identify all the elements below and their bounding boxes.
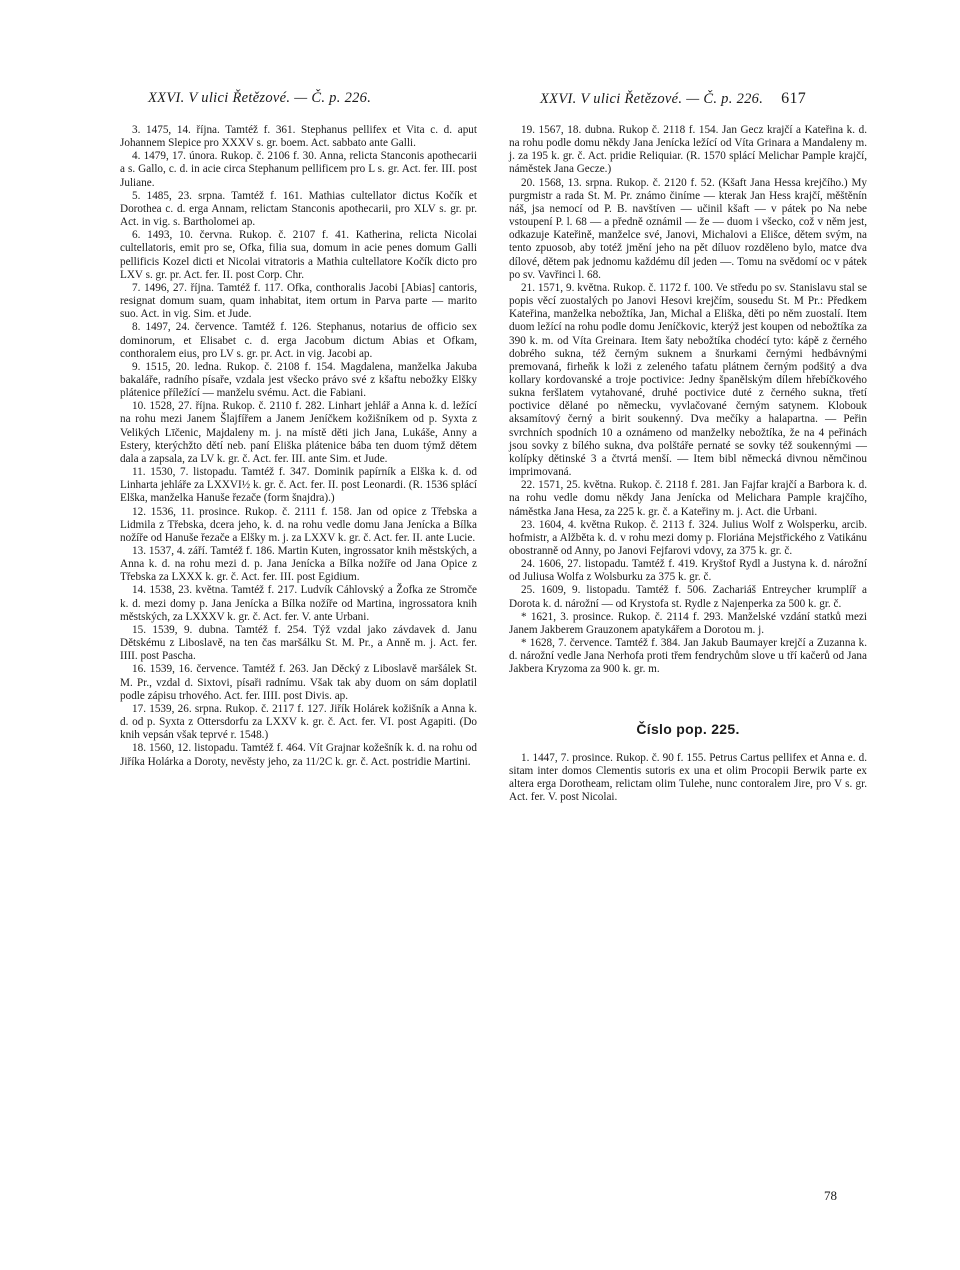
document-entry: * 1628, 7. července. Tamtéž f. 384. Jan Jakub Baumayer krejčí a Zuzanna k. d. nárožní vedle Jana Nerhofa proti třem fendrychům slove u tří kačerů od Jana Jakbera Kryzoma za 900 k. gr. m. xyxy=(509,637,867,676)
document-entry: 23. 1604, 4. května Rukop. č. 2113 f. 324. Julius Wolf z Wolsperku, arcib. hofmistr, a Alžběta k. d. v rohu mezi domy p. Floriána Mejstřického z Vatikánu obostranně od Anny, po Janovi Fejfarovi vdovy, za 375 k. gr. č. xyxy=(509,518,867,557)
signature-mark: 78 xyxy=(824,1188,837,1203)
document-entry: 6. 1493, 10. června. Rukop. č. 2107 f. 41. Katherina, relicta Nicolai cultellatoris, emit pro se, Ofka, filia sua, domum in acie penes domum Galli pellificis Kozel dicti et Nicolai vitratoris a Mathia cultellatore Kočík dicto pro LXV s. gr. pr. Act. fer. II. post Corp. Chr. xyxy=(120,229,477,281)
document-entry: 5. 1485, 23. srpna. Tamtéž f. 161. Mathias cultellator dictus Kočík et Dorothea c. d. erga Annam, relictam Stanconis apothecarii, pro XLV s. gr. pr. Act. in vig. s. Bartholomei ap. xyxy=(120,189,477,229)
document-entry: 13. 1537, 4. září. Tamtéž f. 186. Martin Kuten, ingrossator knih městských, a Anna k. d. na rohu mezi d. p. Jana Jenícka a Bílka nožíře od Jana Opice z Třebska za LXXX k. gr. č. Act. fer. III. post Egidium. xyxy=(120,545,477,584)
document-entry: 22. 1571, 25. května. Rukop. č. 2118 f. 281. Jan Fajfar krajčí a Barbora k. d. na rohu vedle domu někdy Jana Jenícka od Melichara Pample krajčího, náměstka Jana Hesa, za 225 k. gr. č. a Kateřiny m. j. Act. die Urbani. xyxy=(509,479,867,518)
document-entry: 4. 1479, 17. února. Rukop. č. 2106 f. 30. Anna, relicta Stanconis apothecarii a s. Gallo, c. d. in acie circa Stephanum pellificem pro L s. gr. Act. fer. III. post Juliane. xyxy=(120,150,477,189)
right-column-entries xyxy=(509,124,867,677)
document-entry: 24. 1606, 27. listopadu. Tamtéž f. 419. Kryštof Rydl a Justyna k. d. nárožní od Juliusa Wolfa z Wolsburku za 375 k. gr. č. xyxy=(509,558,867,584)
page-number: 617 xyxy=(781,90,807,107)
document-entry: 8. 1497, 24. července. Tamtéž f. 126. Stephanus, notarius de officio sex dominorum, et Elisabet c. d. erga Jacobum dictum Abias et Ofkam, conthoralem eius, pro LV s. gr. pr. Act. in vig. Jacobi ap. xyxy=(120,321,477,360)
document-entry: 14. 1538, 23. května. Tamtéž f. 217. Ludvík Cáhlovský a Žofka ze Stromče k. d. mezi domy p. Jana Jenícka a Bílka nožíře od Martina, ingrossatora knih městských, za LXXXV k. gr. č. Act. fer. V. ante Urbani. xyxy=(120,584,477,623)
document-entry: 25. 1609, 9. listopadu. Tamtéž f. 506. Zachariáš Entreycher krumplíř a Dorota k. d. nárožní — od Krystofa st. Rydle z Najenperka za 500 k. gr. č. xyxy=(509,584,867,610)
document-entry: 16. 1539, 16. července. Tamtéž f. 263. Jan Děcký z Liboslavě maršálek St. M. Pr., vzdal d. Sixtovi, písaři radnímu. Však tak aby duom on sám doplatil podle zápisu trhového. Act. fer. IIII. post Divis. ap. xyxy=(120,663,477,702)
document-entry: 9. 1515, 20. ledna. Rukop. č. 2108 f. 154. Magdalena, manželka Jakuba bakaláře, radního písaře, vzdala jest všecko právo své z kšaftu nebožky Elšky plátenice příležící — manželu svému. Act. die Fabiani. xyxy=(120,360,477,400)
right-column xyxy=(509,124,867,804)
document-entry: 17. 1539, 26. srpna. Rukop. č. 2117 f. 127. Jiřík Holárek kožišník a Anna k. d. od p. Syxta z Ottersdorfu za LXXV k. gr. č. Act. fer. VI. post Agapiti. (Do knih vepsán však teprvé r. 1548.) xyxy=(120,702,477,742)
document-entry: 7. 1496, 27. října. Tamtéž f. 117. Ofka, conthoralis Jacobi [Abias] cantoris, resignat domum suam, quam inhabitat, item ortum in Parva parte — marito suo. Act. in vig. Sim. et Jude. xyxy=(120,281,477,321)
running-header-right-text: XXVI. V ulici Řetězové. — Č. p. 226. xyxy=(540,91,764,107)
section-entry: 1. 1447, 7. prosince. Rukop. č. 90 f. 155. Petrus Cartus pellifex et Anna e. d. sitam inter domos Clementis sutoris ex una et olim Procopii Berwik parte ex altera erga Dorotheam, relictam olim Tulehe, nunc contoralem Jire, pro V s. gr. Act. fer. V. post Nicolai. xyxy=(509,751,867,804)
section-heading: Číslo pop. 225. xyxy=(636,720,740,737)
document-entry: 10. 1528, 27. října. Rukop. č. 2110 f. 282. Linhart jehlář a Anna k. d. ležící na rohu mezi Janem Šlajfířem a Janem Jeníčkem kožišníkem od p. Syxta z Velikých Līčenic, Majdaleny m. j. na místě děti jich Jana, Lukáše, Anny a Estery, kterýchžto dětí neb. paní Eliška plátenice bába ten duom týmž dětem dala a zapsala, za LV k. gr. č. Act. fer. III. ante Sim. et Jude. xyxy=(120,400,477,465)
document-entry: 12. 1536, 11. prosince. Rukop. č. 2111 f. 158. Jan od opice z Třebska a Lidmila z Třebska, dcera jeho, k. d. na rohu vedle domu Jana Jenícka a Bílka nožíře od Hanuše řezače a Elšky m. j. za LXXV k. gr. č. Act. fer. II. ante Lucie. xyxy=(120,505,477,544)
document-entry: 11. 1530, 7. listopadu. Tamtéž f. 347. Dominik papírník a Elška k. d. od Linharta jehláře za LXXVI½ k. gr. č. Act. fer. II. post Leonardi. (R. 1536 splácí Elška, manželka Hanuše řezače (form šnajdra).) xyxy=(120,466,477,505)
running-header-right xyxy=(540,90,806,108)
document-entry: 18. 1560, 12. listopadu. Tamtéž f. 464. Vít Grajnar kožešník k. d. na rohu od Jiříka Holárka a Doroty, nevěsty jeho, za 11/2C k. gr. č. Act. postridie Martini. xyxy=(120,742,477,768)
document-entry: 15. 1539, 9. dubna. Tamtéž f. 254. Týž vzdal jako závdavek d. Janu Dětskému z Liboslavě, na ten čas maršálku St. M. Pr., a Anně m. j. Act. fer. IIII. post Pascha. xyxy=(120,623,477,663)
document-entry: * 1621, 3. prosince. Rukop. č. 2114 f. 293. Manželské vzdání statků mezi Janem Jakberem Grauzonem apatykářem a Dorotou m. j. xyxy=(509,610,867,636)
document-entry: 19. 1567, 18. dubna. Rukop č. 2118 f. 154. Jan Gecz krajčí a Kateřina k. d. na rohu podle domu někdy Jana Jenícka ležící od Víta Grinara a Mandaleny m. j. za 195 k. gr. č. Act. pridie Reliquiar. (R. 1570 splácí Melichar Pample krajčí, náměstek Jana Gecze.) xyxy=(509,124,867,176)
running-header-left: XXVI. V ulici Řetězové. — Č. p. 226. xyxy=(148,90,372,106)
document-entry: 3. 1475, 14. října. Tamtéž f. 361. Stephanus pellifex et Vita c. d. aput Johannem Slepice pro XXXV s. gr. boem. Act. sabbato ante Galli. xyxy=(120,124,477,150)
document-entry: 20. 1568, 13. srpna. Rukop. č. 2120 f. 52. (Kšaft Jana Hessa krejčího.) My purgmistr a rada St. M. Pr. známo činíme — kterak Jan Hess krajčí, měštěnín náš, jsa nemocí od P. B. navštíven — učinil kšaft — v pátek po Na nebe vstoupení P. l. 68 — a předně oznámil — že — duom i všecko, což v něm jest, odkazuje Kateřině, manželce své, Janovi, Michalovi a Elišce, dětem svým, na tento zpuosob, aby totéž jmění jeho na pět díluov rozděleno bylo, matce dva dílové, dětem pak jednomu každému díl jeden —. Tomu na svědomí oc v pátek po sv. Vavřinci l. 68. xyxy=(509,176,867,281)
left-column xyxy=(120,124,477,769)
document-entry: 21. 1571, 9. května. Rukop. č. 1172 f. 100. Ve středu po sv. Stanislavu stal se popis věcí zuostalých po Janovi Hesovi krejčím, sousedu St. M Pr.: Předkem Kateřina, manželka nebožtíka, Jan, Michal a Eliška, děti po něm zuostalí. Item duom ležící na rohu podle domu Jeníčkovic, kterýž jest koupen od nebožtíka za 390 k. m. od Víta Greinara. Item šaty nebožtíka chodécí tyto: kápě z černého dobrého sukna, též černým suknem a šnurkami černými hedbávnými premovaná, firheňk k loži z zeleného tafatu plátnem černým podšitý a dva kollary kordovanské a troje poctivice: Jedny španělským dílem hřebíčkového sukna feršlatem vytahované, druhé poctivice duté z černého sukna, třetí poctivice dělané po německu, vyvlačované černým satynem. Klobouk aksamítový černý a birit soukenný. Dva mečíky a halapartna. — Peřin svrchních spodních 10 a oznámeno od manželky nebožtíka, že na 4 peřinách jsou sovky z bílého sukna, dva polštáře pernaté se sovky též soukennými — kolípky dětinské 3 a čtvrtá menší. — Item bibl německá divnou němčinou imprimovaná. xyxy=(509,281,867,479)
